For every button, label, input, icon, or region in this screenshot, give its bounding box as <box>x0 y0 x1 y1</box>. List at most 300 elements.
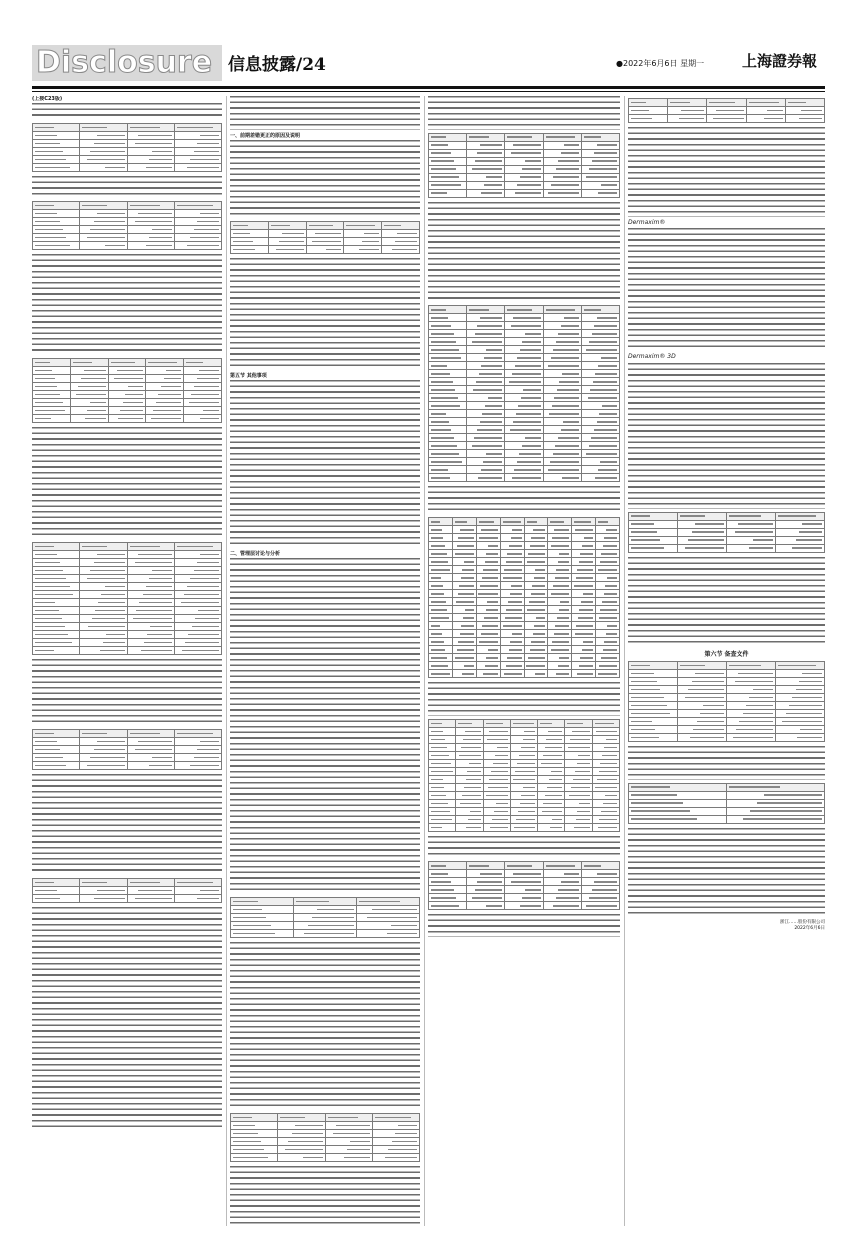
cell-text <box>135 562 172 564</box>
cell-text <box>556 168 579 170</box>
cell-text <box>582 649 593 651</box>
cell-text <box>631 673 654 675</box>
cell-text <box>194 229 219 231</box>
cell-text <box>546 136 575 138</box>
table-cell <box>33 762 80 770</box>
table-cell <box>127 226 174 234</box>
table-cell <box>678 694 727 702</box>
section-heading: (上接C23版) <box>32 96 63 102</box>
table-cell <box>294 905 357 913</box>
cell-text <box>601 184 617 186</box>
table-cell <box>174 894 221 902</box>
table-cell <box>476 566 500 574</box>
cell-text <box>746 705 773 707</box>
table-row <box>231 1153 420 1161</box>
cell-text <box>486 453 502 455</box>
table-cell <box>268 237 306 245</box>
cell-text <box>200 135 219 137</box>
cell-text <box>577 811 589 813</box>
cell-text <box>146 167 172 169</box>
cell-text <box>797 737 822 739</box>
cell-text <box>597 144 617 146</box>
table-cell <box>524 582 548 590</box>
table-row <box>33 622 222 630</box>
cell-text <box>103 642 125 644</box>
table-cell <box>543 886 581 894</box>
cell-text <box>518 811 535 813</box>
table-cell <box>524 622 548 630</box>
table-cell <box>548 550 572 558</box>
cell-text <box>431 453 459 455</box>
cell-text <box>233 1125 255 1127</box>
table-cell <box>429 862 467 870</box>
cell-text <box>128 386 143 388</box>
table-cell <box>476 606 500 614</box>
cell-text <box>603 649 617 651</box>
table-row <box>231 897 420 905</box>
cell-text <box>384 225 401 227</box>
table-cell <box>505 386 543 394</box>
cell-text <box>200 741 219 743</box>
table-cell <box>306 221 344 229</box>
table-cell <box>429 767 456 775</box>
cell-text <box>551 649 570 651</box>
table-row <box>231 237 420 245</box>
table-cell <box>33 614 80 622</box>
cell-text <box>431 739 445 741</box>
table-row <box>231 921 420 929</box>
table-cell <box>524 598 548 606</box>
table-cell <box>596 622 620 630</box>
cell-text <box>431 803 448 805</box>
table-cell <box>467 133 505 141</box>
cell-text <box>100 650 125 652</box>
table-cell <box>629 807 727 815</box>
table-row <box>33 123 222 131</box>
table-row <box>429 410 620 418</box>
table-cell <box>372 1153 419 1161</box>
table-cell <box>429 566 453 574</box>
table-cell <box>174 226 221 234</box>
cell-text <box>553 453 579 455</box>
cell-text <box>595 787 617 789</box>
cell-text <box>431 553 447 555</box>
cell-text <box>194 570 219 572</box>
cell-text <box>143 594 172 596</box>
table-cell <box>372 1121 419 1129</box>
table-cell <box>505 466 543 474</box>
table-cell <box>184 414 222 422</box>
table-cell <box>452 574 476 582</box>
table-cell <box>80 155 127 163</box>
table-cell <box>572 638 596 646</box>
table-cell <box>538 775 565 783</box>
cell-text <box>592 333 617 335</box>
table-cell <box>668 107 707 115</box>
table-cell <box>581 133 619 141</box>
cell-text <box>507 553 521 555</box>
cell-text <box>190 159 219 161</box>
table-cell <box>505 442 543 450</box>
cell-text <box>598 469 617 471</box>
cell-text <box>478 593 497 595</box>
cell-text <box>182 650 219 652</box>
cell-text <box>156 402 181 404</box>
cell-text <box>522 341 540 343</box>
cell-text <box>713 118 744 120</box>
table-cell <box>429 173 467 181</box>
table-row <box>629 512 825 520</box>
table-cell <box>565 791 592 799</box>
table-cell <box>538 823 565 831</box>
cell-text <box>551 184 579 186</box>
table-cell <box>80 566 127 574</box>
table-cell <box>678 734 727 742</box>
cell-text <box>469 763 480 765</box>
cell-text <box>35 229 63 231</box>
table-cell <box>80 218 127 226</box>
cell-text <box>514 827 535 829</box>
cell-text <box>431 445 457 447</box>
table-cell <box>325 1121 372 1129</box>
cell-text <box>586 453 617 455</box>
table-row <box>33 155 222 163</box>
table-cell <box>174 163 221 171</box>
cell-text <box>470 811 481 813</box>
table-cell <box>543 426 581 434</box>
table-cell <box>184 390 222 398</box>
table-row <box>33 590 222 598</box>
table-cell <box>127 630 174 638</box>
table-cell <box>592 751 619 759</box>
table-cell <box>505 474 543 482</box>
table-cell <box>174 730 221 738</box>
cell-text <box>631 547 664 549</box>
cell-text <box>520 803 536 805</box>
table-row <box>33 398 222 406</box>
cell-text <box>125 394 143 396</box>
cell-text <box>431 152 451 154</box>
cell-text <box>431 373 450 375</box>
table-cell <box>33 226 80 234</box>
table-cell <box>476 542 500 550</box>
cell-text <box>693 729 724 731</box>
table-cell <box>231 1121 278 1129</box>
table-cell <box>629 115 668 123</box>
table-row <box>33 366 222 374</box>
table-cell <box>543 181 581 189</box>
table-cell <box>429 630 453 638</box>
table-row <box>33 163 222 171</box>
cell-text <box>488 787 508 789</box>
table-cell <box>629 815 727 823</box>
cell-text <box>105 167 125 169</box>
cell-text <box>479 641 498 643</box>
table-cell <box>372 1137 419 1145</box>
cell-text <box>150 626 171 628</box>
cell-text <box>431 633 442 635</box>
table-cell <box>776 734 825 742</box>
table-cell <box>476 662 500 670</box>
cell-text <box>35 594 73 596</box>
table-cell <box>429 670 453 678</box>
table-cell <box>565 767 592 775</box>
cell-text <box>431 787 444 789</box>
table-cell <box>429 133 467 141</box>
cell-text <box>469 309 489 311</box>
table-cell <box>33 358 71 366</box>
cell-text <box>564 873 579 875</box>
table-row <box>429 418 620 426</box>
cell-text <box>519 755 535 757</box>
table-cell <box>505 426 543 434</box>
cell-text <box>561 152 579 154</box>
cell-text <box>485 665 498 667</box>
table-cell <box>456 783 483 791</box>
table-cell <box>127 131 174 139</box>
cell-text <box>604 641 617 643</box>
table-cell <box>231 905 294 913</box>
table-cell <box>452 670 476 678</box>
cell-text <box>82 127 107 129</box>
table-cell <box>572 518 596 526</box>
table-cell <box>581 338 619 346</box>
cell-text <box>515 771 535 773</box>
table-cell <box>231 229 269 237</box>
cell-text <box>317 909 354 911</box>
table-cell <box>629 718 678 726</box>
table-cell <box>565 759 592 767</box>
cell-text <box>431 561 448 563</box>
cell-text <box>479 537 497 539</box>
cell-text <box>35 418 51 420</box>
table-cell <box>500 670 524 678</box>
table-cell <box>500 526 524 534</box>
cell-text <box>478 477 502 479</box>
table-row <box>429 751 620 759</box>
cell-text <box>631 689 660 691</box>
table-cell <box>429 662 453 670</box>
cell-text <box>459 755 480 757</box>
cell-text <box>753 539 773 541</box>
table-cell <box>429 402 467 410</box>
cell-text <box>233 1133 258 1135</box>
table-cell <box>429 189 467 197</box>
cell-text <box>460 803 480 805</box>
table-cell <box>429 378 467 386</box>
table-cell <box>174 210 221 218</box>
table-cell <box>629 512 678 520</box>
table-cell <box>174 202 221 210</box>
table-cell <box>306 245 344 253</box>
cell-text <box>601 357 617 359</box>
cell-text <box>527 561 546 563</box>
cell-text <box>516 819 535 821</box>
cell-text <box>688 539 724 541</box>
issue-date <box>616 58 704 69</box>
body-text-paragraph <box>628 363 825 509</box>
table-cell <box>33 242 80 250</box>
body-text-paragraph <box>628 127 825 217</box>
table-row <box>429 133 620 141</box>
cell-text <box>158 394 181 396</box>
table-cell <box>572 550 596 558</box>
cell-text <box>198 610 219 612</box>
table-cell <box>678 512 727 520</box>
cell-text <box>543 803 562 805</box>
table-cell <box>505 314 543 322</box>
table-cell <box>524 614 548 622</box>
table-cell <box>505 410 543 418</box>
table-cell <box>127 614 174 622</box>
table-cell <box>572 542 596 550</box>
cell-text <box>35 578 66 580</box>
cell-text <box>461 625 473 627</box>
cell-text <box>552 537 569 539</box>
cell-text <box>736 729 773 731</box>
cell-text <box>462 569 473 571</box>
table-row <box>33 202 222 210</box>
cell-text <box>709 102 734 104</box>
cell-text <box>431 349 459 351</box>
cell-text <box>151 418 182 420</box>
cell-text <box>477 325 502 327</box>
cell-text <box>527 521 538 523</box>
cell-text <box>558 160 578 162</box>
cell-text <box>35 205 54 207</box>
cell-text <box>458 593 474 595</box>
table-cell <box>467 181 505 189</box>
cell-text <box>97 213 125 215</box>
table-cell <box>278 1137 325 1145</box>
cell-text <box>35 570 63 572</box>
table-cell <box>456 719 483 727</box>
cell-text <box>149 578 172 580</box>
table-cell <box>592 743 619 751</box>
table-cell <box>476 598 500 606</box>
cell-text <box>576 625 593 627</box>
table-cell <box>543 394 581 402</box>
table-cell <box>344 245 382 253</box>
table-row <box>629 734 825 742</box>
table-cell <box>70 374 108 382</box>
table-cell <box>538 743 565 751</box>
table-cell <box>231 929 294 937</box>
cell-text <box>197 749 219 751</box>
table-cell <box>565 815 592 823</box>
table-cell <box>467 902 505 910</box>
cell-text <box>522 445 541 447</box>
cell-text <box>465 731 481 733</box>
table-cell <box>429 418 467 426</box>
table-cell <box>108 366 146 374</box>
cell-text <box>605 795 617 797</box>
cell-text <box>431 389 455 391</box>
table-cell <box>727 662 776 670</box>
table-cell <box>344 237 382 245</box>
table-cell <box>452 662 476 670</box>
cell-text <box>190 578 219 580</box>
table-row <box>33 358 222 366</box>
table-cell <box>127 566 174 574</box>
table-row <box>629 791 825 799</box>
table-cell <box>538 751 565 759</box>
table-row <box>429 807 620 815</box>
cell-text <box>485 561 498 563</box>
table-cell <box>467 346 505 354</box>
cell-text <box>507 309 532 311</box>
cell-text <box>177 546 214 548</box>
cell-text <box>431 325 451 327</box>
cell-text <box>568 747 589 749</box>
table-cell <box>429 354 467 362</box>
cell-text <box>97 554 125 556</box>
cell-text <box>802 523 822 525</box>
cell-text <box>431 795 446 797</box>
cell-text <box>35 642 72 644</box>
table-cell <box>500 630 524 638</box>
cell-text <box>494 811 508 813</box>
cell-text <box>583 641 593 643</box>
table-cell <box>429 330 467 338</box>
table-row <box>429 526 620 534</box>
cell-text <box>680 515 705 517</box>
cell-text <box>431 429 451 431</box>
table-cell <box>678 544 727 552</box>
cell-text <box>141 650 172 652</box>
table-cell <box>678 710 727 718</box>
table-cell <box>80 762 127 770</box>
cell-text <box>586 176 617 178</box>
table-cell <box>33 886 80 894</box>
cell-text <box>513 144 540 146</box>
cell-text <box>557 389 579 391</box>
table-cell <box>80 598 127 606</box>
cell-text <box>598 827 617 829</box>
table-cell <box>70 382 108 390</box>
issue-date-text: 2022年6月6日 星期一 <box>622 59 705 68</box>
table-cell <box>174 878 221 886</box>
table-cell <box>678 702 727 710</box>
table-cell <box>483 799 510 807</box>
cell-text <box>465 609 474 611</box>
table-cell <box>184 366 222 374</box>
table-cell <box>33 606 80 614</box>
cell-text <box>164 378 182 380</box>
cell-text <box>138 554 172 556</box>
table-cell <box>548 614 572 622</box>
table-cell <box>707 115 746 123</box>
cell-text <box>117 370 144 372</box>
cell-text <box>431 160 454 162</box>
table-row <box>429 886 620 894</box>
table-cell <box>127 202 174 210</box>
table-row <box>33 746 222 754</box>
cell-text <box>548 731 562 733</box>
table-cell <box>524 518 548 526</box>
cell-text <box>506 609 521 611</box>
body-text-paragraph <box>628 746 825 780</box>
table-cell <box>325 1113 372 1121</box>
table-cell <box>429 322 467 330</box>
table-cell <box>505 870 543 878</box>
cell-text <box>197 221 219 223</box>
table-cell <box>524 526 548 534</box>
cell-text <box>631 818 697 820</box>
cell-text <box>431 673 450 675</box>
cell-text <box>350 1141 369 1143</box>
cell-text <box>431 413 446 415</box>
